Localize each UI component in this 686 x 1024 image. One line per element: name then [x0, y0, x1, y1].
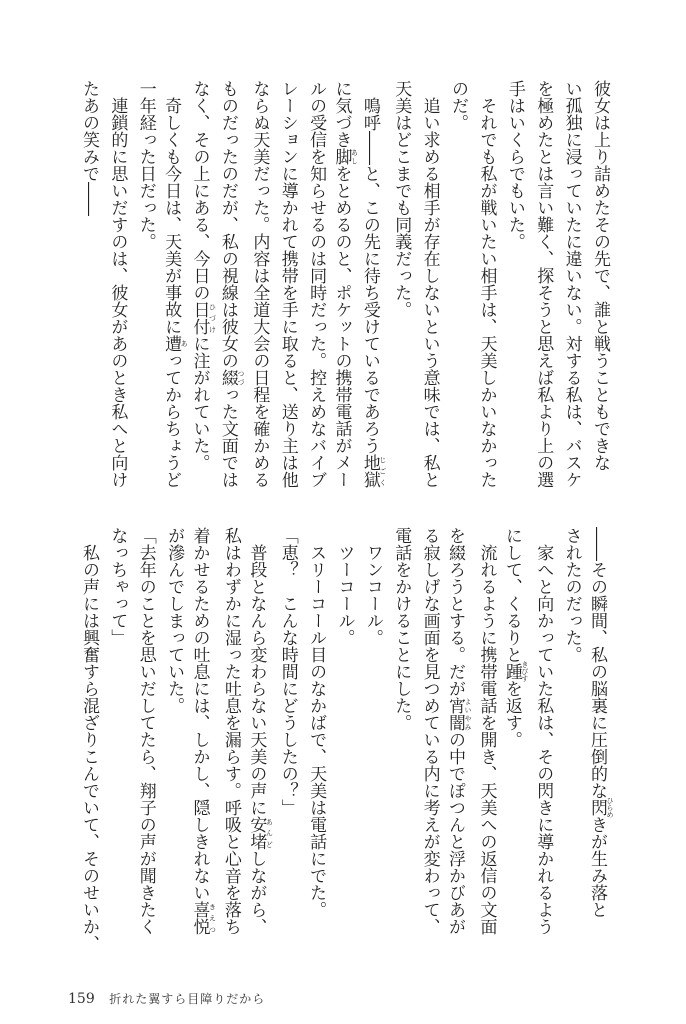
- text-column: [131, 527, 159, 947]
- ruby-base: 遭: [161, 335, 182, 352]
- ruby-reading: つづ: [236, 369, 245, 386]
- text-run: されたのだった。: [561, 527, 582, 663]
- ruby-word: [161, 335, 189, 352]
- text-run: ツーコール。: [334, 544, 355, 646]
- ruby-reading: ひらめ: [606, 797, 614, 818]
- text-column: [330, 80, 358, 500]
- text-column: [75, 80, 103, 500]
- ruby-base: 宵闇: [445, 697, 466, 731]
- text-column: [529, 80, 557, 500]
- text-column: [302, 527, 330, 947]
- text-run: それでも私が戦いたい相手は、天美しかいなかった: [476, 97, 497, 488]
- text-run: ――その瞬間、私の脳裏に圧倒的な: [587, 527, 607, 799]
- text-run: 着かせるための吐息には、しかし、隠しきれない: [189, 527, 210, 901]
- text-column: [245, 80, 273, 500]
- text-block-lower: [75, 527, 614, 952]
- text-run: 鳴呼――と、この先に待ち受けているであろう: [359, 97, 380, 454]
- text-column: [500, 80, 528, 500]
- running-title: 折れた翼すら目障りだから: [109, 992, 266, 1006]
- text-run: 電話をかけることにした。: [391, 527, 412, 731]
- ruby-reading: きえつ: [208, 901, 217, 935]
- text-column: [160, 80, 188, 500]
- ruby-word: [359, 454, 387, 488]
- text-column: [245, 527, 273, 947]
- text-block-upper: [75, 80, 614, 500]
- text-column: [387, 80, 415, 500]
- page-footer: [68, 990, 265, 1007]
- text-column: [103, 80, 131, 500]
- ruby-reading: よいやみ: [464, 697, 473, 731]
- text-column: [586, 527, 614, 947]
- text-run: 追い求める相手が存在しないという意味では、私と: [419, 97, 440, 488]
- text-column: [529, 527, 557, 947]
- ruby-word: [587, 797, 614, 818]
- ruby-reading: あ: [180, 335, 189, 352]
- text-run: 流れるように携帯電話を開き、天美への返信の文面: [476, 544, 497, 935]
- text-run: 「去年のことを思いだしてたら、翔子の声が聞きたく: [135, 527, 156, 935]
- ruby-reading: あし: [350, 148, 359, 165]
- ruby-word: [217, 369, 245, 386]
- text-run: を返す。: [501, 680, 522, 748]
- ruby-base: 閃: [587, 797, 607, 818]
- text-run: ってからちょうど: [161, 352, 182, 488]
- text-run: スリーコール目のなかばで、天美は電話にでた。: [306, 544, 327, 918]
- text-column: [557, 527, 585, 947]
- text-run: 家へと向かっていた私は、その閃きに導かれるよう: [533, 544, 554, 935]
- text-run: ならぬ天美だった。内容は全道大会の日程を確かめる: [249, 80, 270, 488]
- text-column: [330, 527, 358, 947]
- text-run: なく、その上にある、今日の: [189, 80, 210, 301]
- text-run: をとめるのと、ポケットの携帯電話がメー: [331, 165, 352, 488]
- text-column: [415, 527, 443, 947]
- text-column: [586, 80, 614, 500]
- text-run: の中でぽつんと浮かびあが: [445, 731, 466, 935]
- text-run: る寂しげな画面を見つめている内に考えが変わって、: [419, 527, 440, 935]
- text-column: [217, 527, 245, 947]
- text-run: なっちゃって」: [107, 527, 128, 646]
- text-column: [358, 527, 386, 947]
- text-column: [75, 527, 103, 952]
- ruby-base: 安堵: [246, 816, 267, 850]
- text-run: が滲んでしまっていた。: [164, 527, 185, 714]
- text-run: にして、くるりと: [501, 527, 522, 663]
- text-run: に気づき: [331, 80, 352, 148]
- ruby-base: 日付: [189, 301, 210, 335]
- ruby-reading: あんど: [265, 816, 274, 850]
- ruby-base: 喜悦: [189, 901, 210, 935]
- ruby-base: 綴: [217, 369, 238, 386]
- text-run: を極めたとは言い難く、探そうと思えば私より上の選: [533, 80, 554, 488]
- text-column: [358, 80, 386, 500]
- text-run: に注がれていた。: [189, 335, 210, 471]
- ruby-base: 脚: [331, 148, 352, 165]
- text-column: [273, 527, 301, 947]
- text-column: [188, 80, 216, 500]
- ruby-word: [331, 148, 359, 165]
- text-run: 一年経った日だった。: [135, 80, 156, 250]
- text-run: った文面では: [217, 386, 238, 488]
- text-run: 連鎖的に思いだすのは、彼女があのとき私へと向け: [107, 97, 128, 488]
- ruby-reading: じごく: [378, 454, 387, 488]
- ruby-word: [445, 697, 473, 731]
- text-column: [217, 80, 245, 500]
- text-run: 奇しくも今日は、天美が事故に: [161, 97, 182, 335]
- text-column: [131, 80, 159, 500]
- ruby-reading: ひづけ: [208, 301, 217, 335]
- ruby-word: [501, 661, 529, 682]
- ruby-word: [189, 301, 217, 335]
- text-column: [160, 527, 188, 947]
- ruby-reading: きびす: [520, 661, 529, 682]
- text-run: のだ。: [448, 80, 469, 131]
- text-run: 私の声には興奮すら混ざりこんでいて、そのせいか、: [78, 544, 99, 952]
- ruby-base: 踵: [501, 661, 522, 682]
- text-run: 普段となんら変わらない天美の声に: [246, 544, 267, 816]
- text-column: [302, 80, 330, 500]
- text-run: 「恵？ こんな時間にどうしたの？」: [277, 527, 298, 816]
- ruby-word: [246, 816, 274, 850]
- text-column: [103, 527, 131, 947]
- text-column: [557, 80, 585, 500]
- text-column: [188, 527, 216, 947]
- text-column: [415, 80, 443, 500]
- ruby-base: 地獄: [359, 454, 380, 488]
- text-run: ものだったのだが、私の視線は彼女の: [217, 80, 238, 369]
- text-run: ルの受信を知らせるのは同時だった。控えめなバイブ: [306, 80, 327, 488]
- text-run: ワンコール。: [362, 544, 383, 646]
- page-number: 159: [68, 991, 95, 1007]
- text-column: [387, 527, 415, 947]
- text-run: たあの笑みで――: [78, 80, 99, 216]
- text-run: 彼女は上り詰めたその先で、誰と戦うこともできな: [590, 80, 610, 471]
- ruby-word: [189, 901, 217, 935]
- text-column: [444, 80, 472, 500]
- text-column: [273, 80, 301, 500]
- text-run: 手はいくらでもいた。: [504, 80, 525, 250]
- text-run: 天美はどこまでも同義だった。: [391, 80, 412, 318]
- text-column: [444, 527, 472, 947]
- text-column: [472, 80, 500, 500]
- text-column: [500, 527, 528, 947]
- text-run: 私はわずかに湿った吐息を漏らす。呼吸と心音を落ち: [220, 527, 241, 935]
- text-run: い孤独に浸っていたに違いない。対する私は、バスケ: [561, 80, 582, 488]
- text-column: [472, 527, 500, 947]
- text-run: を綴ろうとする。だが: [445, 527, 466, 697]
- text-run: きが生み落と: [587, 816, 607, 918]
- text-run: しながら、: [246, 850, 267, 935]
- text-run: レーションに導かれて携帯を手に取ると、送り主は他: [277, 80, 298, 488]
